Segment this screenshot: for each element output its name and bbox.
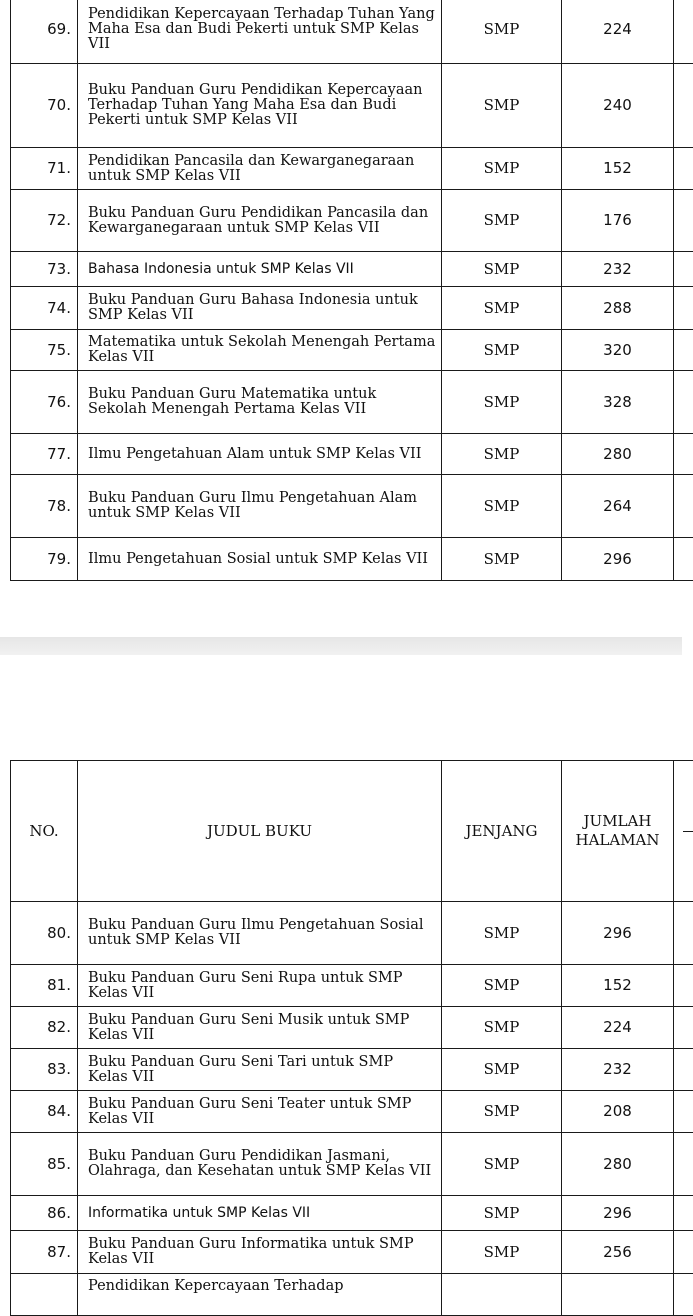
book-title: Buku Panduan Guru Informatika untuk SMP Kelas VII (78, 1231, 442, 1274)
document-page-bottom (0, 655, 682, 1294)
table-cell-extra (674, 1274, 693, 1316)
table-cell-extra (674, 1133, 693, 1196)
book-table-top-body (11, 0, 693, 581)
table-row (11, 1274, 693, 1316)
row-number: 78. (11, 475, 78, 538)
row-number: 87. (11, 1231, 78, 1274)
header-row (11, 761, 693, 902)
row-number: 81. (11, 965, 78, 1007)
table-cell-extra (674, 902, 693, 965)
table-cell-extra (674, 1049, 693, 1091)
table-row (11, 538, 693, 581)
table-row (11, 1231, 693, 1274)
book-level: SMP (442, 475, 562, 538)
book-level: SMP (442, 1007, 562, 1049)
table-cell-extra (674, 1196, 693, 1231)
page-separator (0, 637, 682, 655)
page-count: 240 (562, 64, 674, 148)
table-row (11, 330, 693, 371)
book-title: Buku Panduan Guru Seni Rupa untuk SMP Kelas VII (78, 965, 442, 1007)
table-cell-extra (674, 538, 693, 581)
page-count: 224 (562, 0, 674, 64)
page-count: 296 (562, 1196, 674, 1231)
book-level (442, 1274, 562, 1316)
book-title: Buku Panduan Guru Ilmu Pengetahuan Alam untuk SMP Kelas VII (78, 475, 442, 538)
header-title: JUDUL BUKU (78, 761, 442, 902)
table-cell-extra (674, 1091, 693, 1133)
table-cell-extra (674, 475, 693, 538)
table-row (11, 1007, 693, 1049)
row-number: 77. (11, 434, 78, 475)
book-title: Buku Panduan Guru Bahasa Indonesia untuk SMP Kelas VII (78, 287, 442, 330)
book-level: SMP (442, 148, 562, 190)
book-title: Bahasa Indonesia untuk SMP Kelas VII (78, 252, 442, 287)
table-cell-extra (674, 190, 693, 252)
book-title: Buku Panduan Guru Seni Musik untuk SMP Kelas VII (78, 1007, 442, 1049)
page-count: 224 (562, 1007, 674, 1049)
book-level: SMP (442, 287, 562, 330)
row-number: 70. (11, 64, 78, 148)
book-title: Buku Panduan Guru Pendidikan Pancasila dan Kewarganegaraan untuk SMP Kelas VII (78, 190, 442, 252)
row-number: 79. (11, 538, 78, 581)
row-number: 84. (11, 1091, 78, 1133)
table-row (11, 1091, 693, 1133)
table-cell-extra (674, 252, 693, 287)
book-table-bottom (10, 760, 693, 1316)
header-pages: JUMLAH HALAMAN (562, 761, 674, 902)
book-level: SMP (442, 902, 562, 965)
table-cell-extra (674, 287, 693, 330)
book-level: SMP (442, 1231, 562, 1274)
page-count: 152 (562, 965, 674, 1007)
table-cell-extra (674, 148, 693, 190)
table-cell-extra (674, 371, 693, 434)
row-number: 75. (11, 330, 78, 371)
book-level: SMP (442, 330, 562, 371)
page-count: 232 (562, 252, 674, 287)
table-row (11, 1196, 693, 1231)
book-title: Matematika untuk Sekolah Menengah Pertama Kelas VII (78, 330, 442, 371)
book-title: Pendidikan Pancasila dan Kewarganegaraan untuk SMP Kelas VII (78, 148, 442, 190)
table-row (11, 1133, 693, 1196)
page-count: 232 (562, 1049, 674, 1091)
row-number: 69. (11, 0, 78, 64)
book-level: SMP (442, 434, 562, 475)
table-cell-extra (674, 0, 693, 64)
book-level: SMP (442, 1091, 562, 1133)
page-count: 320 (562, 330, 674, 371)
book-level: SMP (442, 371, 562, 434)
header-extra (674, 761, 693, 902)
book-level: SMP (442, 965, 562, 1007)
row-number: 74. (11, 287, 78, 330)
book-table-bottom-body (11, 902, 693, 1316)
table-row (11, 252, 693, 287)
book-level: SMP (442, 0, 562, 64)
row-number: 85. (11, 1133, 78, 1196)
book-title: Pendidikan Kepercayaan Terhadap (78, 1274, 442, 1316)
row-number: 72. (11, 190, 78, 252)
page-count: 328 (562, 371, 674, 434)
page-count: 280 (562, 1133, 674, 1196)
book-table-top (10, 0, 693, 581)
table-row (11, 64, 693, 148)
row-number: 73. (11, 252, 78, 287)
page-count: 208 (562, 1091, 674, 1133)
document-page-top (0, 0, 682, 637)
book-title: Informatika untuk SMP Kelas VII (78, 1196, 442, 1231)
book-level: SMP (442, 252, 562, 287)
table-row (11, 371, 693, 434)
book-title: Buku Panduan Guru Matematika untuk Sekolah Menengah Pertama Kelas VII (78, 371, 442, 434)
table-cell-extra (674, 1007, 693, 1049)
book-level: SMP (442, 64, 562, 148)
book-title: Buku Panduan Guru Seni Tari untuk SMP Kelas VII (78, 1049, 442, 1091)
table-cell-extra (674, 434, 693, 475)
table-cell-extra (674, 64, 693, 148)
table-cell-extra (674, 330, 693, 371)
table-cell-extra (674, 965, 693, 1007)
table-row (11, 0, 693, 64)
page-count: 288 (562, 287, 674, 330)
table-row (11, 902, 693, 965)
book-title: Buku Panduan Guru Ilmu Pengetahuan Sosial untuk SMP Kelas VII (78, 902, 442, 965)
row-number: 71. (11, 148, 78, 190)
book-title: Buku Panduan Guru Seni Teater untuk SMP Kelas VII (78, 1091, 442, 1133)
book-level: SMP (442, 1196, 562, 1231)
book-title: Buku Panduan Guru Pendidikan Jasmani, Olahraga, dan Kesehatan untuk SMP Kelas VII (78, 1133, 442, 1196)
book-level: SMP (442, 190, 562, 252)
table-row (11, 287, 693, 330)
book-title: Pendidikan Kepercayaan Terhadap Tuhan Yang Maha Esa dan Budi Pekerti untuk SMP Kelas VII (78, 0, 442, 64)
row-number (11, 1274, 78, 1316)
book-level: SMP (442, 1133, 562, 1196)
row-number: 83. (11, 1049, 78, 1091)
row-number: 82. (11, 1007, 78, 1049)
row-number: 86. (11, 1196, 78, 1231)
row-number: 76. (11, 371, 78, 434)
row-number: 80. (11, 902, 78, 965)
book-table-header (11, 761, 693, 902)
header-level: JENJANG (442, 761, 562, 902)
table-row (11, 434, 693, 475)
book-title: Ilmu Pengetahuan Alam untuk SMP Kelas VII (78, 434, 442, 475)
book-title: Buku Panduan Guru Pendidikan Kepercayaan Terhadap Tuhan Yang Maha Esa dan Budi Pekerti untuk SMP Kelas VII (78, 64, 442, 148)
table-row (11, 475, 693, 538)
page-count: 296 (562, 538, 674, 581)
header-no: NO. (11, 761, 78, 902)
page-count: 280 (562, 434, 674, 475)
page-count: 256 (562, 1231, 674, 1274)
page-count: 152 (562, 148, 674, 190)
page-count: 296 (562, 902, 674, 965)
table-row (11, 148, 693, 190)
table-row (11, 1049, 693, 1091)
page-count: 264 (562, 475, 674, 538)
table-cell-extra (674, 1231, 693, 1274)
table-row (11, 965, 693, 1007)
page-count (562, 1274, 674, 1316)
book-title: Ilmu Pengetahuan Sosial untuk SMP Kelas VII (78, 538, 442, 581)
book-level: SMP (442, 538, 562, 581)
page-count: 176 (562, 190, 674, 252)
book-level: SMP (442, 1049, 562, 1091)
table-row (11, 190, 693, 252)
